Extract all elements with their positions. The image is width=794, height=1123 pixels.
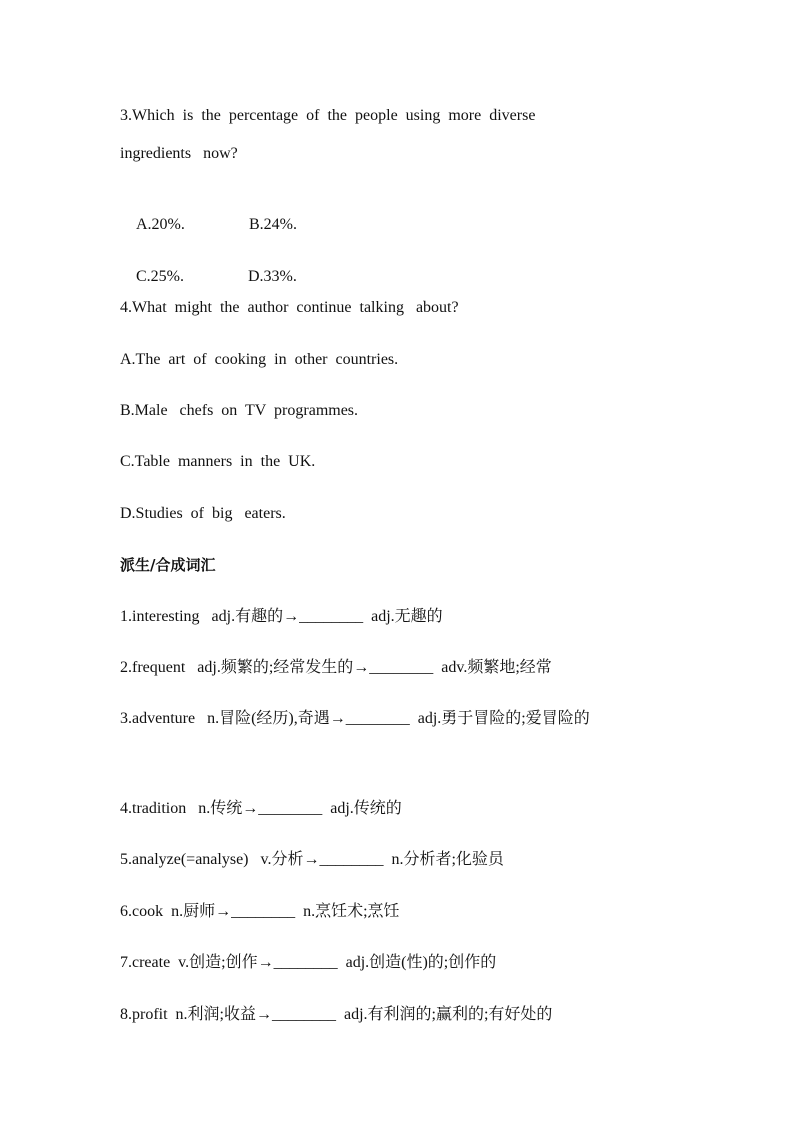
question-3-stem-line-1: 3.Which is the percentage of the people using more diverse	[120, 107, 536, 124]
option-a: A.The art of cooking in other countries.	[120, 351, 399, 368]
vocab-item: 7.create v.创造;创作→________ adj.创造(性)的;创作的	[120, 954, 497, 971]
vocab-item: 3.adventure n.冒险(经历),奇遇→________ adj.勇于冒险的;爱冒险的	[120, 710, 590, 727]
option-b: B.Male chefs on TV programmes.	[120, 402, 359, 419]
option-c: C.25%.	[136, 268, 184, 285]
vocab-item: 5.analyze(=analyse) v.分析→________ n.分析者;化验员	[120, 851, 504, 868]
vocab-item: 8.profit n.利润;收益→________ adj.有利润的;赢利的;有好处的	[120, 1006, 553, 1023]
option-a: A.20%.	[136, 216, 185, 233]
vocab-item: 1.interesting adj.有趣的→________ adj.无趣的	[120, 608, 443, 625]
option-d: D.Studies of big eaters.	[120, 505, 286, 522]
question-4-stem: 4.What might the author continue talking about?	[120, 299, 459, 316]
section-heading: 派生/合成词汇	[120, 556, 216, 574]
option-c: C.Table manners in the UK.	[120, 453, 316, 470]
vocab-item: 6.cook n.厨师→________ n.烹饪术;烹饪	[120, 903, 400, 920]
option-d: D.33%.	[248, 268, 297, 285]
vocab-item: 2.frequent adj.频繁的;经常发生的→________ adv.频繁地;经常	[120, 659, 552, 676]
question-3-options-row-1	[120, 195, 297, 255]
question-3-stem-line-2: ingredients now?	[120, 145, 238, 162]
vocab-item: 4.tradition n.传统→________ adj.传统的	[120, 800, 402, 817]
option-b: B.24%.	[249, 216, 297, 233]
